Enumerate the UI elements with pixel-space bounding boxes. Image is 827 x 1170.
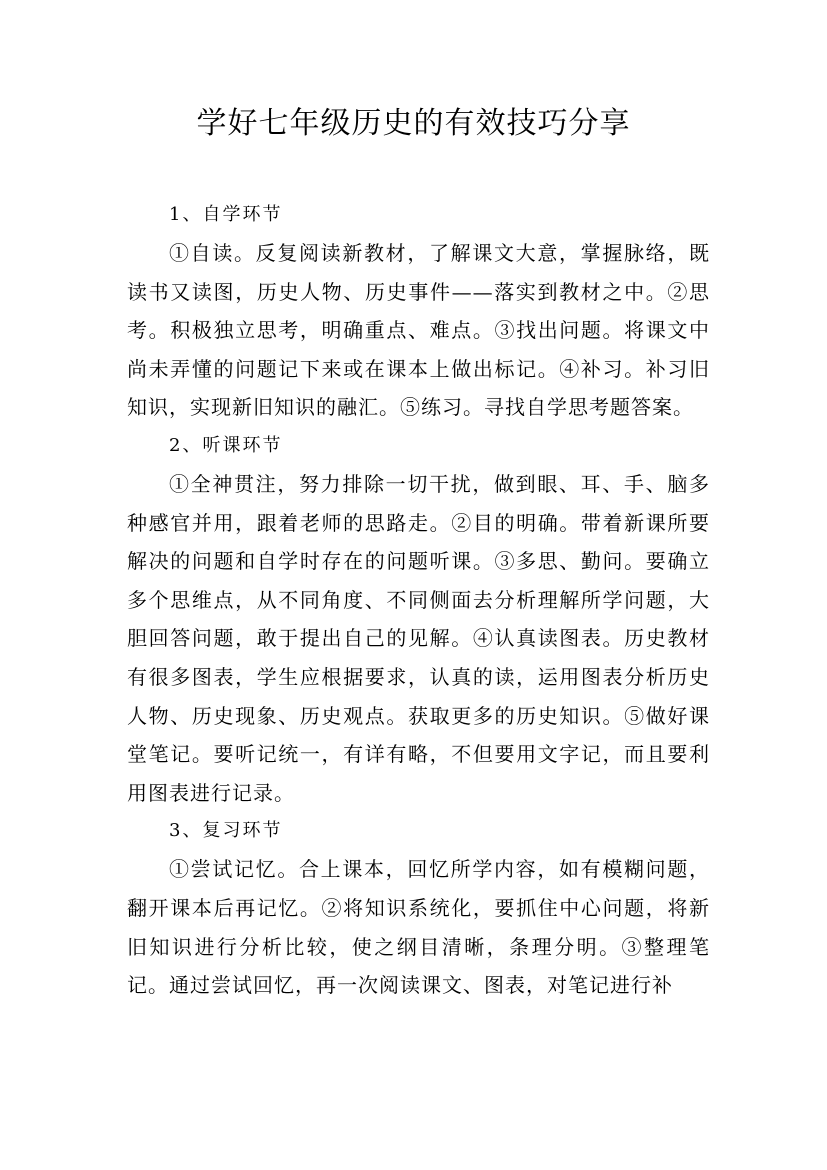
section-paragraph: ①尝试记忆。合上课本，回忆所学内容，如有模糊问题，翻开课本后再记忆。②将知识系统化，要抓住中心问题，将新旧知识进行分析比较，使之纲目清晰，条理分明。③整理笔记。通过尝试回忆，再一次阅读课文、图表，对笔记进行补 [127,857,710,998]
section-heading: 1、自学环节 [169,204,283,225]
section-review [127,812,710,1004]
section-heading: 2、听课环节 [169,434,283,456]
section-paragraph: ①自读。反复阅读新教材，了解课文大意，掌握脉络，既读书又读图，历史人物、历史事件——落实到教材之中。②思考。积极独立思考，明确重点、难点。③找出问题。将课文中尚未弄懂的问题记下来或在课本上做出标记。④补习。补习旧知识，实现新旧知识的融汇。⑤练习。寻找自学思考题答案。 [127,241,710,420]
section-self-study [127,196,710,427]
section-paragraph: ①全神贯注，努力排除一切干扰，做到眼、耳、手、脑多种感官并用，跟着老师的思路走。②目的明确。带着新课所要解决的问题和自学时存在的问题听课。③多思、勤问。要确立多个思维点，从不同角度、不同侧面去分析理解所学问题，大胆回答问题，敢于提出自己的见解。④认真读图表。历史教材有很多图表，学生应根据要求，认真的读，运用图表分析历史人物、历史现象、历史观点。获取更多的历史知识。⑤做好课堂笔记。要听记统一，有详有略，不但要用文字记，而且要利用图表进行记录。 [127,471,710,805]
section-heading: 3、复习环节 [169,820,283,842]
section-listening [127,427,710,812]
document-body [127,196,710,1005]
document-title: 学好七年级历史的有效技巧分享 [196,106,631,141]
